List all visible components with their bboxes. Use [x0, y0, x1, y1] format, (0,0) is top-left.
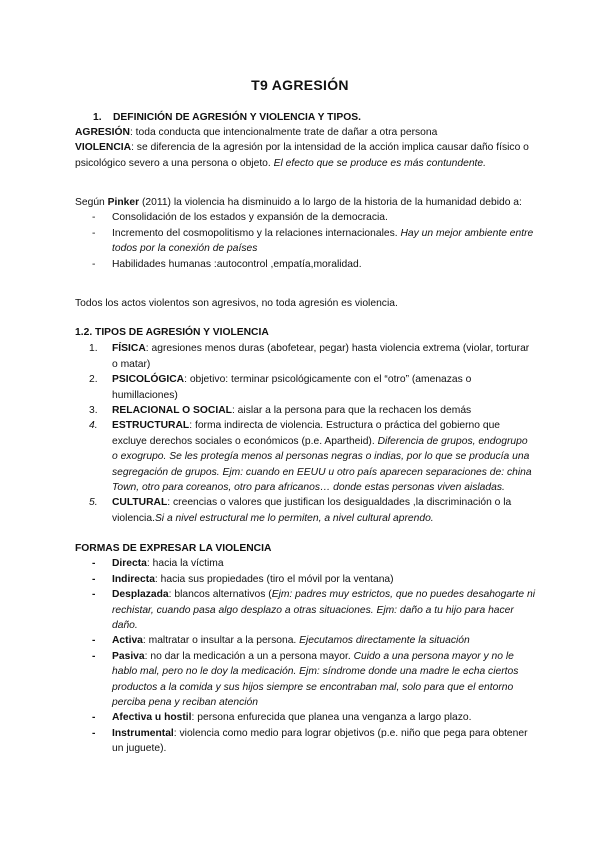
list-item: [75, 710, 535, 725]
list-item-term: RELACIONAL O SOCIAL: [112, 405, 232, 417]
list-item-text: : aislar a la persona para que la rechacen los demás: [231, 405, 472, 417]
list-item: [75, 726, 535, 757]
violencia-note: El efecto que se produce es más contundente.: [273, 157, 487, 169]
violencia-term: VIOLENCIA: [75, 142, 132, 154]
list-number: 5.: [89, 497, 98, 509]
list-item-term: Pasiva: [112, 650, 145, 662]
list-item-text: Consolidación de los estados y expansión de la democracia.: [112, 212, 388, 224]
pinker-list: [75, 210, 535, 272]
list-item-term: Desplazada: [112, 589, 169, 601]
list-item: [75, 649, 535, 711]
list-item-text: : creencias o valores que justifican los desigualdades ,la discriminación o la violencia.: [112, 497, 512, 524]
summary-text: Todos los actos violentos son agresivos, no toda agresión es violencia.: [75, 298, 398, 309]
list-item-term: PSICOLÓGICA: [112, 374, 185, 386]
definitions-block: [75, 125, 535, 171]
list-item-text: : blancos alternativos (: [168, 589, 272, 601]
list-item-note: Si a nivel estructural me lo permiten, a nivel cultural aprendo.: [154, 512, 434, 524]
pinker-prefix: Según: [75, 197, 108, 208]
list-number: 3.: [89, 405, 98, 417]
list-item-term: Afectiva u hostil: [112, 712, 192, 724]
list-item-text: : no dar la medicación a un a persona mayor.: [144, 650, 354, 662]
list-item-term: ESTRUCTURAL: [112, 420, 190, 432]
list-item-term: FÍSICA: [112, 343, 146, 355]
list-item-text: : maltratar o insultar a la persona.: [142, 635, 300, 647]
list-item-text: : agresiones menos duras (abofetear, pegar) hasta violencia extrema (violar, torturar o matar): [112, 343, 530, 370]
list-item-term: Directa: [112, 558, 147, 570]
section-1-2-heading: 1.2. TIPOS DE AGRESIÓN Y VIOLENCIA: [75, 327, 269, 338]
list-item-text: : hacia sus propiedades (tiro el móvil por la ventana): [154, 573, 394, 585]
pinker-block: [75, 195, 535, 272]
list-item-term: CULTURAL: [112, 497, 168, 509]
list-item: [75, 418, 535, 495]
list-item: [75, 210, 535, 225]
list-item: [75, 633, 535, 648]
list-item-note: Hay un mejor ambiente entre todos por la conexión de países: [112, 227, 534, 255]
section-1-2: [75, 325, 535, 526]
pinker-name: Pinker: [107, 197, 140, 208]
summary-paragraph: [75, 296, 535, 311]
list-item-text: Habilidades humanas :autocontrol ,empatía,moralidad.: [112, 258, 362, 270]
list-item-note: Cuido a una persona mayor y no le hablo mal, pero no le doy la medicación. Ejm: síndrome donde una madre le echa ciertos productos a la comida y sus hijos siempre se encontraban mal, solo para que el entorno perciba pena y reciban atención: [112, 650, 519, 709]
list-item: [75, 495, 535, 526]
agresion-def-text: : toda conducta que intencionalmente trate de dañar a otra persona: [129, 127, 438, 138]
list-item: [75, 372, 535, 403]
list-item-note: Diferencia de grupos, endogrupo o exogrupo. Se les protegía menos al personas negras o indias, por lo que se producía una segregación de grupos. Ejm: cuando en EEUU u otro país aparecen separaciones de: china Town, otro para coreanos, otro para africanos… donde estas personas viven aisladas.: [112, 435, 532, 494]
section-1-title: DEFINICIÓN DE AGRESIÓN Y VIOLENCIA Y TIPOS.: [113, 112, 361, 123]
page-title: T9 AGRESIÓN: [251, 77, 349, 93]
list-item-note: Ejecutamos directamente la situación: [299, 635, 470, 647]
list-item: [75, 257, 535, 272]
list-number: 2.: [89, 374, 98, 386]
list-item-note: Ejm: padres muy estrictos, que no puedes desahogarte ni rechistar, cuando pasa algo desplazo a otras situaciones. Ejm: daño a tu hijo para hacer daño.: [112, 589, 535, 632]
list-item-text: : violencia como medio para lograr objetivos (p.e. niño que pega para obtener un juguete).: [112, 727, 528, 755]
section-1-number: 1.: [93, 112, 102, 123]
list-item-text: : forma indirecta de violencia. Estructura o práctica del gobierno que excluye derechos sociales o económicos (p.e. Apartheid).: [112, 420, 501, 447]
list-item-term: Instrumental: [112, 727, 174, 739]
list-item-term: Activa: [112, 635, 143, 647]
pinker-intro: [75, 195, 535, 210]
list-item: [75, 587, 535, 633]
agresion-term: AGRESIÓN: [75, 127, 130, 138]
violencia-def-text: : se diferencia de la agresión por la intensidad de la acción implica causar daño físico o psicológico severo a una persona o objeto.: [75, 142, 529, 169]
list-number: 1.: [89, 343, 98, 355]
list-number: 4.: [89, 420, 98, 432]
list-item: [75, 572, 535, 587]
formas-section: [75, 541, 535, 757]
agresion-definition: [75, 125, 535, 140]
list-item: [75, 556, 535, 571]
list-item-term: Indirecta: [112, 573, 155, 585]
formas-list: [75, 556, 535, 756]
pinker-text: (2011) la violencia ha disminuido a lo largo de la historia de la humanidad debido a:: [139, 197, 522, 208]
list-item: [75, 403, 535, 418]
section-1-heading: [75, 110, 535, 125]
list-item-text: : hacia la víctima: [146, 558, 224, 570]
list-item-text: : objetivo: terminar psicológicamente con el “otro” (amenazas o humillaciones): [112, 374, 472, 401]
list-item-text: Incremento del cosmopolitismo y la relaciones internacionales.: [112, 227, 401, 239]
tipos-list: [75, 341, 535, 526]
list-item: [75, 341, 535, 372]
list-item-text: : persona enfurecida que planea una venganza a largo plazo.: [191, 712, 472, 724]
list-item: [75, 226, 535, 257]
violencia-definition: [75, 140, 535, 171]
formas-heading: FORMAS DE EXPRESAR LA VIOLENCIA: [75, 543, 272, 554]
